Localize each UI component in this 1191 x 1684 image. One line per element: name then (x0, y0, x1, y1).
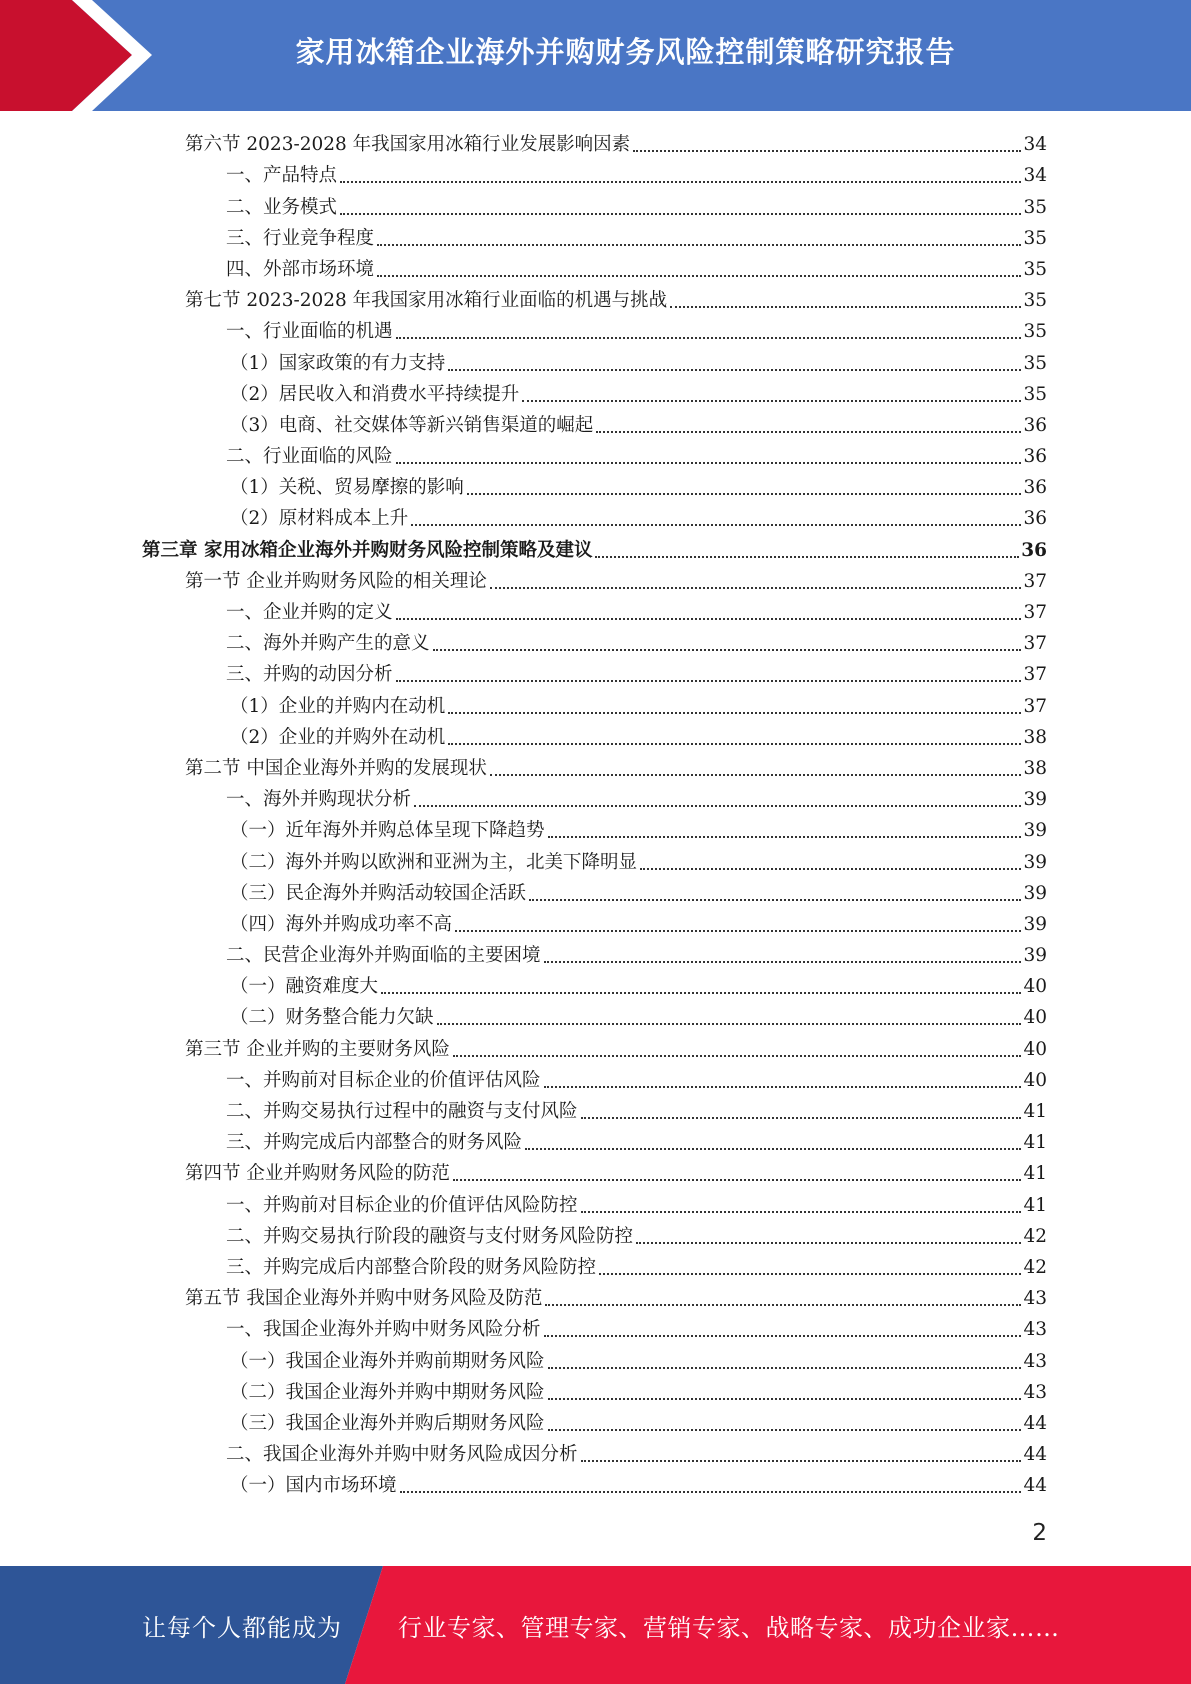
toc-entry-title: （三）我国企业海外并购后期财务风险 (230, 1412, 545, 1434)
toc-dot-leader (548, 1398, 1022, 1400)
toc-entry-page: 43 (1023, 1288, 1047, 1310)
toc-entry-page: 36 (1023, 477, 1047, 499)
toc-entry-page: 36 (1023, 446, 1047, 468)
toc-entry[interactable] (142, 1375, 1047, 1406)
toc-entry-title: 二、我国企业海外并购中财务风险成因分析 (226, 1444, 578, 1466)
toc-entry-page: 38 (1023, 726, 1047, 748)
toc-entry-title: 二、并购交易执行过程中的融资与支付风险 (226, 1101, 578, 1122)
toc-entry-title: （一）近年海外并购总体呈现下降趋势 (230, 820, 545, 842)
toc-dot-leader (340, 213, 1021, 215)
toc-dot-leader (636, 1242, 1021, 1244)
toc-dot-leader (433, 649, 1022, 651)
toc-entry[interactable] (142, 439, 1047, 470)
toc-dot-leader (544, 961, 1022, 963)
toc-entry-title: （1）企业的并购内在动机 (230, 695, 446, 717)
toc-entry-title: （四）海外并购成功率不高 (230, 913, 453, 935)
toc-dot-leader (467, 493, 1022, 495)
toc-entry[interactable] (142, 189, 1047, 220)
toc-entry-page: 36 (1021, 539, 1047, 561)
toc-entry-page: 36 (1023, 414, 1047, 436)
toc-dot-leader (670, 306, 1021, 308)
toc-entry[interactable] (142, 907, 1047, 938)
toc-entry[interactable] (142, 1094, 1047, 1125)
toc-entry-title: （2）原材料成本上升 (230, 508, 409, 530)
toc-entry[interactable] (142, 1468, 1047, 1499)
toc-entry-page: 39 (1023, 945, 1047, 967)
toc-entry-title: 二、业务模式 (226, 196, 338, 218)
toc-entry[interactable] (142, 1063, 1047, 1094)
page-footer (0, 1566, 1191, 1684)
toc-entry-title: （3）电商、社交媒体等新兴销售渠道的崛起 (230, 414, 594, 436)
toc-entry-title: 一、企业并购的定义 (226, 602, 393, 623)
toc-entry-title: （一）融资难度大 (230, 976, 379, 998)
toc-dot-leader (453, 1179, 1022, 1181)
toc-entry-title: 第三章 家用冰箱企业海外并购财务风险控制策略及建议 (142, 539, 593, 561)
toc-entry[interactable] (142, 782, 1047, 813)
toc-entry-title: 三、并购完成后内部整合阶段的财务风险防控 (226, 1256, 597, 1278)
toc-entry[interactable] (142, 813, 1047, 844)
toc-entry-title: 一、产品特点 (226, 165, 338, 187)
toc-entry-page: 38 (1023, 757, 1047, 779)
toc-entry-title: 第四节 企业并购财务风险的防范 (185, 1163, 450, 1185)
toc-entry[interactable] (142, 221, 1047, 252)
toc-entry-page: 37 (1023, 695, 1047, 717)
toc-entry[interactable] (142, 1156, 1047, 1187)
toc-entry-title: 第一节 企业并购财务风险的相关理论 (185, 570, 487, 592)
toc-entry-page: 40 (1023, 1069, 1047, 1091)
toc-entry-title: 二、海外并购产生的意义 (226, 633, 430, 655)
toc-entry[interactable] (142, 938, 1047, 969)
toc-dot-leader (490, 587, 1022, 589)
toc-entry[interactable] (142, 626, 1047, 657)
toc-dot-leader (414, 805, 1021, 807)
toc-dot-leader (340, 181, 1021, 183)
toc-entry-title: 三、行业竞争程度 (226, 227, 375, 249)
toc-entry-title: 四、外部市场环境 (226, 258, 375, 280)
toc-dot-leader (581, 1460, 1022, 1462)
toc-dot-leader (548, 1429, 1022, 1431)
toc-entry[interactable] (142, 720, 1047, 751)
toc-dot-leader (595, 556, 1019, 558)
toc-entry[interactable] (142, 751, 1047, 782)
toc-entry[interactable] (142, 470, 1047, 501)
toc-dot-leader (581, 1117, 1022, 1119)
toc-entry[interactable] (142, 345, 1047, 376)
toc-entry-page: 44 (1023, 1475, 1047, 1497)
toc-entry-title: 三、并购的动因分析 (226, 664, 393, 686)
toc-dot-leader (529, 899, 1021, 901)
toc-dot-leader (377, 244, 1021, 246)
toc-entry[interactable] (142, 408, 1047, 439)
toc-entry-title: （一）我国企业海外并购前期财务风险 (230, 1350, 545, 1372)
toc-dot-leader (453, 1055, 1022, 1057)
toc-dot-leader (581, 1211, 1022, 1213)
toc-entry[interactable] (142, 127, 1047, 158)
toc-entry-title: （2）企业的并购外在动机 (230, 726, 446, 748)
footer-slogan-right: 行业专家、管理专家、营销专家、战略专家、成功企业家…… (398, 1613, 1060, 1642)
toc-entry[interactable] (142, 158, 1047, 189)
toc-entry-page: 39 (1023, 820, 1047, 842)
toc-dot-leader (640, 868, 1021, 870)
toc-entry-page: 35 (1023, 258, 1047, 280)
toc-entry-page: 40 (1023, 976, 1047, 998)
toc-entry-title: 二、行业面临的风险 (226, 446, 393, 468)
toc-entry-title: （二）我国企业海外并购中期财务风险 (230, 1381, 545, 1403)
toc-entry-page: 36 (1023, 508, 1047, 530)
toc-dot-leader (596, 431, 1021, 433)
toc-entry-page: 43 (1023, 1350, 1047, 1372)
toc-dot-leader (544, 1086, 1022, 1088)
toc-entry[interactable] (142, 1125, 1047, 1156)
toc-dot-leader (396, 618, 1022, 620)
toc-entry-title: 第五节 我国企业海外并购中财务风险及防范 (185, 1288, 543, 1310)
toc-entry[interactable] (142, 876, 1047, 907)
toc-entry[interactable] (142, 252, 1047, 283)
toc-entry-page: 37 (1023, 633, 1047, 655)
toc-entry-page: 39 (1023, 789, 1047, 811)
toc-entry-page: 39 (1023, 913, 1047, 935)
toc-entry-page: 41 (1023, 1101, 1047, 1122)
toc-entry-title: （二）财务整合能力欠缺 (230, 1007, 434, 1029)
toc-dot-leader (525, 1148, 1021, 1150)
toc-entry-title: 第七节 2023-2028 年我国家用冰箱行业面临的机遇与挑战 (185, 290, 668, 312)
toc-dot-leader (448, 369, 1021, 371)
toc-dot-leader (377, 275, 1021, 277)
toc-dot-leader (633, 150, 1021, 152)
toc-dot-leader (544, 1335, 1022, 1337)
toc-entry[interactable] (142, 1250, 1047, 1281)
toc-entry-page: 35 (1023, 383, 1047, 405)
toc-entry[interactable] (142, 501, 1047, 532)
toc-dot-leader (400, 1491, 1022, 1493)
toc-entry-page: 35 (1023, 227, 1047, 249)
toc-entry-page: 44 (1023, 1444, 1047, 1466)
toc-entry[interactable] (142, 532, 1047, 563)
toc-entry[interactable] (142, 844, 1047, 875)
toc-entry[interactable] (142, 595, 1047, 626)
toc-entry[interactable] (142, 1406, 1047, 1437)
toc-entry-page: 40 (1023, 1007, 1047, 1029)
toc-entry-page: 41 (1023, 1163, 1047, 1185)
toc-entry-title: 一、并购前对目标企业的价值评估风险防控 (226, 1194, 578, 1216)
toc-dot-leader (545, 1304, 1021, 1306)
page-number: 2 (1032, 1520, 1047, 1546)
toc-entry[interactable] (142, 1000, 1047, 1031)
toc-entry-page: 35 (1023, 352, 1047, 374)
toc-entry-title: （1）国家政策的有力支持 (230, 352, 446, 374)
toc-entry[interactable] (142, 1281, 1047, 1312)
toc-entry[interactable] (142, 1219, 1047, 1250)
toc-entry-page: 42 (1023, 1256, 1047, 1278)
toc-dot-leader (437, 1023, 1022, 1025)
toc-entry-page: 39 (1023, 851, 1047, 873)
toc-entry-title: 第三节 企业并购的主要财务风险 (185, 1038, 450, 1060)
toc-dot-leader (381, 992, 1021, 994)
toc-dot-leader (522, 400, 1021, 402)
toc-entry[interactable] (142, 377, 1047, 408)
footer-slogan-left: 让每个人都能成为 (142, 1613, 342, 1642)
toc-entry-page: 41 (1023, 1194, 1047, 1216)
toc-entry-page: 43 (1023, 1319, 1047, 1341)
toc-entry-page: 43 (1023, 1381, 1047, 1403)
toc-entry[interactable] (142, 1031, 1047, 1062)
toc-dot-leader (490, 774, 1022, 776)
toc-entry-title: （二）海外并购以欧洲和亚洲为主，北美下降明显 (230, 851, 638, 873)
report-title: 家用冰箱企业海外并购财务风险控制策略研究报告 (295, 34, 956, 69)
toc-entry-page: 35 (1023, 290, 1047, 312)
toc-entry[interactable] (142, 1343, 1047, 1374)
toc-entry[interactable] (142, 283, 1047, 314)
toc-entry-title: 第二节 中国企业海外并购的发展现状 (185, 757, 487, 779)
toc-entry-title: 一、并购前对目标企业的价值评估风险 (226, 1069, 541, 1091)
toc-entry-title: 一、行业面临的机遇 (226, 321, 393, 343)
toc-entry-title: 第六节 2023-2028 年我国家用冰箱行业发展影响因素 (185, 134, 631, 156)
toc-entry-title: 一、我国企业海外并购中财务风险分析 (226, 1319, 541, 1341)
toc-entry-page: 41 (1023, 1132, 1047, 1154)
toc-dot-leader (396, 680, 1022, 682)
toc-entry-title: （1）关税、贸易摩擦的影响 (230, 477, 464, 499)
toc-entry[interactable] (142, 564, 1047, 595)
toc-dot-leader (548, 1367, 1022, 1369)
toc-entry-page: 39 (1023, 882, 1047, 904)
toc-entry-title: 一、海外并购现状分析 (226, 789, 412, 811)
toc-entry-page: 37 (1023, 664, 1047, 686)
toc-entry[interactable] (142, 688, 1047, 719)
toc-entry[interactable] (142, 1437, 1047, 1468)
toc-entry[interactable] (142, 1312, 1047, 1343)
toc-entry[interactable] (142, 1187, 1047, 1218)
toc-entry-page: 35 (1023, 321, 1047, 343)
toc-entry-page: 44 (1023, 1412, 1047, 1434)
toc-entry-title: （三）民企海外并购活动较国企活跃 (230, 882, 527, 904)
toc-entry-title: （一）国内市场环境 (230, 1475, 397, 1497)
toc-dot-leader (455, 930, 1021, 932)
toc-entry-page: 37 (1023, 602, 1047, 623)
toc-entry-title: 二、民营企业海外并购面临的主要困境 (226, 945, 541, 967)
toc-entry-title: 三、并购完成后内部整合的财务风险 (226, 1132, 523, 1154)
toc-entry-page: 34 (1023, 165, 1047, 187)
toc-entry-page: 35 (1023, 196, 1047, 218)
toc-dot-leader (396, 462, 1022, 464)
toc-dot-leader (548, 836, 1022, 838)
toc-dot-leader (448, 743, 1021, 745)
toc-dot-leader (396, 337, 1022, 339)
toc-entry[interactable] (142, 969, 1047, 1000)
toc-entry-page: 37 (1023, 570, 1047, 592)
toc-dot-leader (599, 1273, 1021, 1275)
toc-dot-leader (448, 712, 1021, 714)
toc-entry-page: 40 (1023, 1038, 1047, 1060)
table-of-contents (142, 127, 1047, 1499)
toc-entry[interactable] (142, 657, 1047, 688)
toc-entry-title: （2）居民收入和消费水平持续提升 (230, 383, 520, 405)
toc-entry[interactable] (142, 314, 1047, 345)
page-header (0, 0, 1191, 111)
toc-dot-leader (411, 524, 1021, 526)
toc-entry-page: 34 (1023, 134, 1047, 156)
toc-entry-title: 二、并购交易执行阶段的融资与支付财务风险防控 (226, 1225, 634, 1247)
toc-entry-page: 42 (1023, 1225, 1047, 1247)
